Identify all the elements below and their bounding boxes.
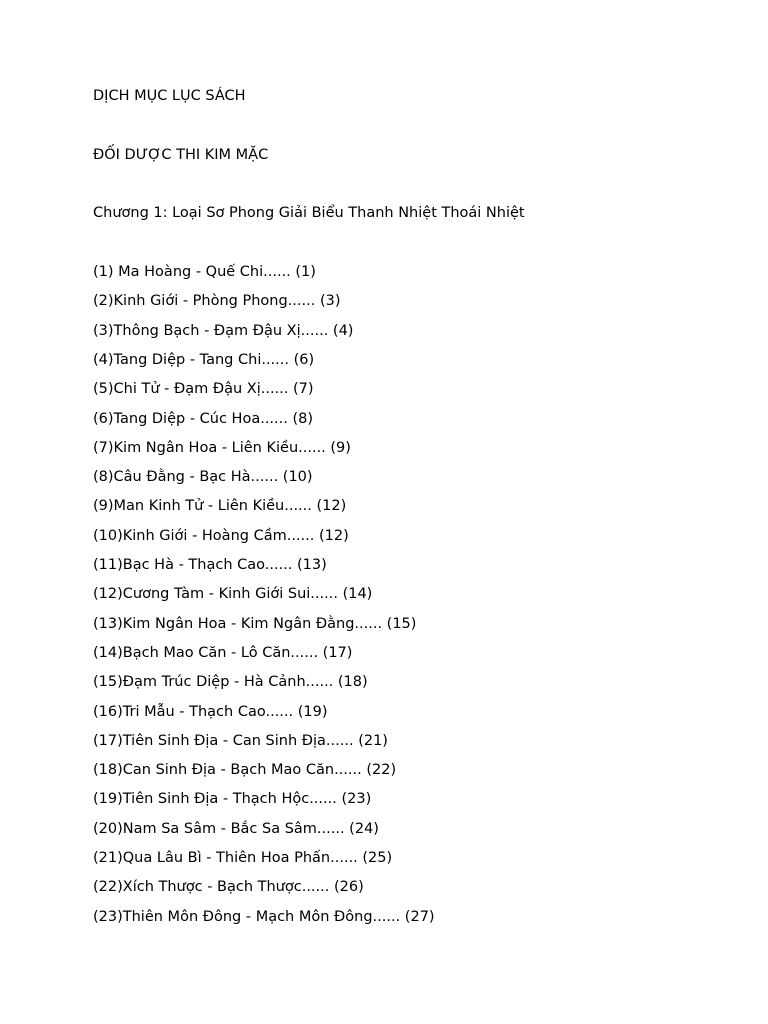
toc-entry: (12)Cương Tàm - Kinh Giới Sui...... (14) [93, 586, 373, 603]
toc-entry: (1) Ma Hoàng - Quế Chi...... (1) [93, 264, 316, 281]
toc-entry: (14)Bạch Mao Căn - Lô Căn...... (17) [93, 644, 353, 661]
toc-entry: (8)Câu Đằng - Bạc Hà...... (10) [93, 469, 313, 486]
toc-entry: (11)Bạc Hà - Thạch Cao...... (13) [93, 557, 327, 574]
toc-entry: (22)Xích Thược - Bạch Thược...... (26) [93, 879, 364, 896]
toc-entry: (20)Nam Sa Sâm - Bắc Sa Sâm...... (24) [93, 820, 379, 837]
toc-entry: (7)Kim Ngân Hoa - Liên Kiều...... (9) [93, 439, 351, 456]
toc-entry: (13)Kim Ngân Hoa - Kim Ngân Đằng...... (15) [93, 615, 417, 632]
toc-entry: (5)Chi Tử - Đạm Đậu Xị...... (7) [93, 381, 314, 398]
toc-entry: (19)Tiên Sinh Địa - Thạch Hộc...... (23) [93, 791, 372, 808]
toc-entry: (23)Thiên Môn Đông - Mạch Môn Đông...... (27) [93, 908, 435, 925]
document-page [93, 86, 733, 936]
toc-entry: (4)Tang Diệp - Tang Chi...... (6) [93, 351, 315, 368]
toc-entry: (18)Can Sinh Địa - Bạch Mao Căn...... (22) [93, 762, 397, 779]
toc-entry: (2)Kinh Giới - Phòng Phong...... (3) [93, 293, 341, 310]
toc-entry: (10)Kinh Giới - Hoàng Cầm...... (12) [93, 527, 349, 544]
toc-entry: (17)Tiên Sinh Địa - Can Sinh Địa...... (21) [93, 732, 388, 749]
toc-entry: (6)Tang Diệp - Cúc Hoa...... (8) [93, 410, 314, 427]
toc-entry-list [93, 262, 733, 936]
chapter-heading: Chương 1: Loại Sơ Phong Giải Biểu Thanh Nhiệt Thoái Nhiệt [93, 205, 525, 222]
toc-entry: (15)Đạm Trúc Diệp - Hà Cảnh...... (18) [93, 674, 368, 691]
document-subtitle: ĐỐI DƯỢC THI KIM MẶC [93, 146, 269, 163]
document-title: DỊCH MỤC LỤC SÁCH [93, 88, 246, 104]
toc-entry: (16)Tri Mẫu - Thạch Cao...... (19) [93, 703, 328, 720]
toc-entry: (21)Qua Lâu Bì - Thiên Hoa Phấn...... (25) [93, 850, 393, 866]
toc-entry: (3)Thông Bạch - Đạm Đậu Xị...... (4) [93, 322, 354, 339]
toc-entry: (9)Man Kinh Tử - Liên Kiều...... (12) [93, 498, 347, 515]
